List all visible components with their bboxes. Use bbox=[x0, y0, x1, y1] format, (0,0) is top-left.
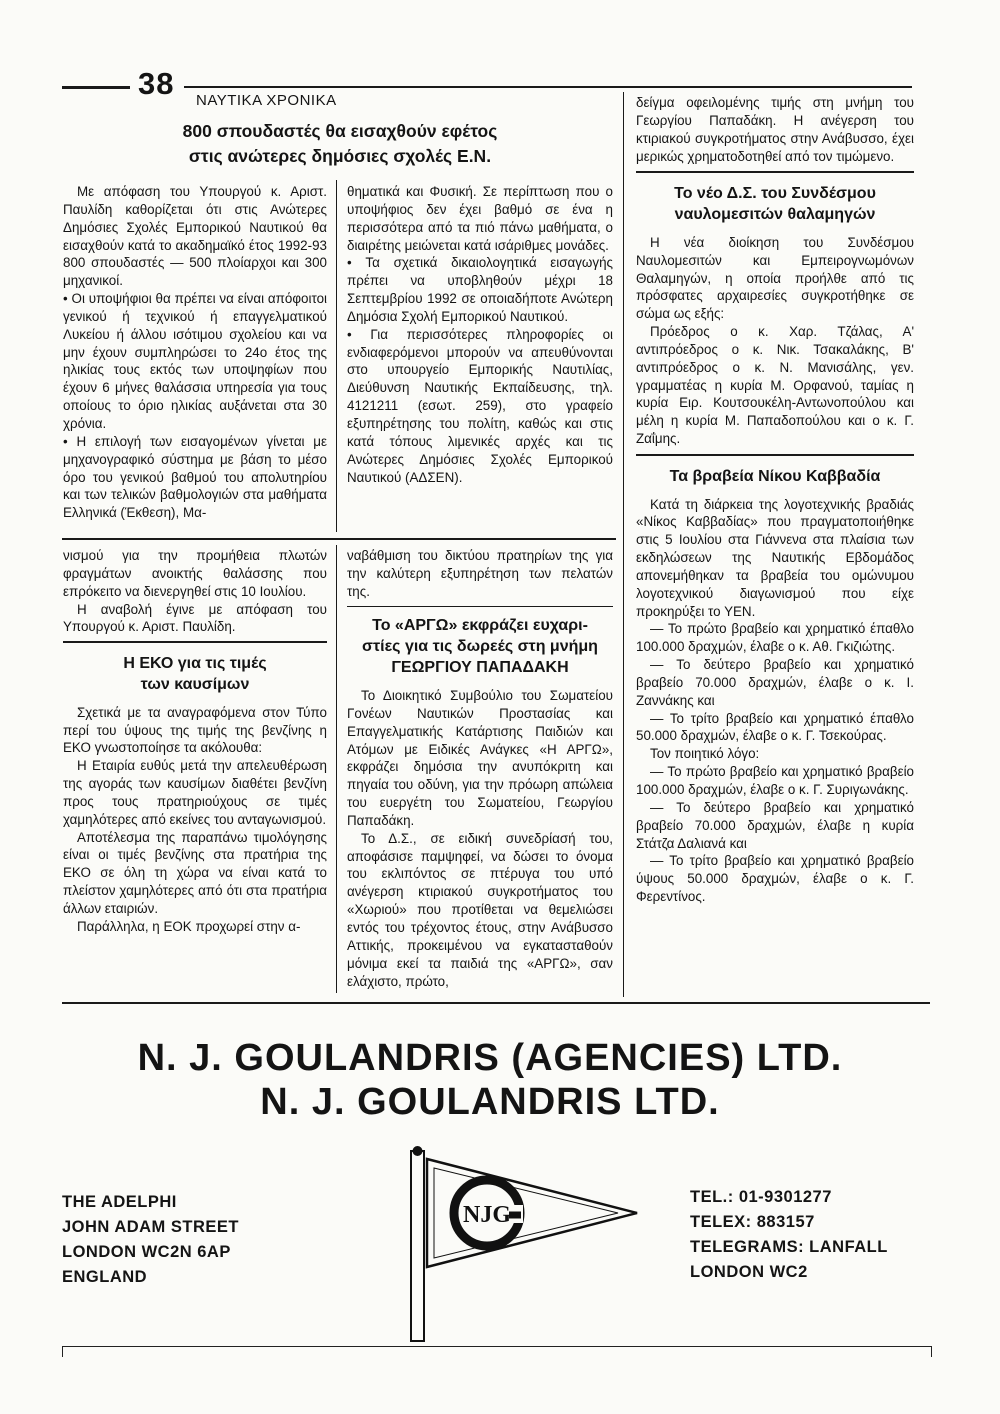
bullet-paragraph: • Για περισσότερες πληροφορίες οι ενδιαφερόμενοι μπορούν να απευθύνονται στο υπουργείο Εμπορικής Ναυτιλίας, Διεύθυνση Ναυτικής Εκπαίδευσης, τηλ. 4121211 (εσωτ. 259), στο γραφείο εξυπηρέτησης του πολίτη, καθώς και στις κατά τόπους λιμενικές αρχές και τις Ανώτερες Δημόσιες Σχολές Εμπορικού Ναυτικού (ΑΔΣΕΝ). bbox=[347, 326, 613, 487]
paragraph: δείγμα οφειλομένης τιμής στη μνήμη του Γεωργίου Παπαδάκη. Η ανέγερση του κτιριακού συγκροτήματος στην Ανάβυσσο, έχει μερικώς χρηματοδοτηθεί από τον τιμώμενο. bbox=[636, 95, 914, 164]
article-title-students bbox=[105, 119, 575, 169]
paragraph: Η αναβολή έγινε με απόφαση του Υπουργού κ. Αριστ. Παυλίδη. bbox=[63, 601, 327, 635]
column-divider bbox=[623, 92, 624, 997]
paragraph: Τον ποιητικό λόγο: bbox=[650, 746, 760, 762]
column-rule bbox=[347, 606, 613, 608]
bullet-paragraph: • Η επιλογή των εισαγομένων γίνεται με μηχανογραφικό σύστημα με βάση το μέσο όρο του γενικού βαθμού του απολυτηρίου και των τελικών βαθμολογιών στα μαθήματα Ελληνικά (Έκθεση), Μα- bbox=[63, 433, 327, 522]
column-divider bbox=[336, 180, 337, 532]
address-line: ENGLAND bbox=[62, 1268, 148, 1286]
magazine-name: ΝΑΥΤΙΚΑ ΧΡΟΝΙΚΑ bbox=[196, 92, 337, 109]
heading-eko bbox=[63, 653, 327, 695]
award-entry: — Το δεύτερο βραβείο και χρηματικό βραβείο 70.000 δραχμών, έλαβε η κυρία Στάτζα Δαλιανά και bbox=[636, 799, 914, 851]
address-line: LONDON WC2N 6AP bbox=[62, 1243, 231, 1261]
house-flag-icon bbox=[405, 1145, 645, 1345]
paragraph: Η Εταιρία ευθύς μετά την απελευθέρωση της αγοράς των καυσίμων διαθέτει βενζίνη προς τους πρατηριούχους σε τιμές χαμηλότερες από εκείνες του ανταγωνισμού. bbox=[63, 758, 327, 827]
heading-line: Το «ΑΡΓΩ» εκφράζει ευχαρι- bbox=[372, 617, 588, 635]
students-column-2 bbox=[347, 183, 613, 486]
heading-argo bbox=[347, 615, 613, 678]
article-separator bbox=[62, 538, 616, 540]
column-2-lower bbox=[347, 547, 613, 990]
paragraph: ναβάθμιση του δικτύου πρατηρίων της για την καλύτερη εξυπηρέτηση των πελατών της. bbox=[347, 548, 613, 599]
article-title-line: 800 σπουδαστές θα εισαχθούν εφέτος bbox=[182, 121, 498, 141]
address-line: THE ADELPHI bbox=[62, 1193, 177, 1211]
heading-line: των καυσίμων bbox=[140, 675, 250, 693]
company-name-ltd: N. J. GOULANDRIS LTD. bbox=[260, 1081, 720, 1123]
heading-line: Η ΕΚΟ για τις τιμές bbox=[123, 654, 267, 672]
column-rule bbox=[63, 641, 327, 643]
column-1-lower bbox=[63, 547, 327, 936]
paragraph: Πρόεδρος ο κ. Χαρ. Τζάλας, Α' αντιπρόεδρος ο κ. Νικ. Τσακαλάκης, Β' αντιπρόεδρος ο κ. Ν. Μανισάλης, γεν. γραμματέας η κυρία Μ. Ορφανού, ταμίας η κυρία Ειρ. Κουτσουκέλη-Αντωνοπούλου και μέλη η κυρία Μ. Παπαδοπούλου και ο κ. Γ. Ζαΐμης. bbox=[636, 324, 914, 447]
heading-awards bbox=[636, 466, 914, 487]
paragraph: Αποτέλεσμα της παραπάνω τιμολόγησης είναι οι τιμές βενζίνης στα πρατήρια της ΕΚΟ σε όλη τη χώρα να είναι κατά το πλείστον χαμηλότερες από ότι στα πρατήρια άλλων εταιριών. bbox=[63, 829, 327, 916]
address-line: JOHN ADAM STREET bbox=[62, 1218, 239, 1236]
award-entry: — Το τρίτο βραβείο και χρηματικό βραβείο ύψους 50.000 δραχμών, έλαβε ο κ. Γ. Φερεντίνος. bbox=[636, 853, 914, 905]
header-rule-left bbox=[62, 86, 130, 89]
page-number: 38 bbox=[138, 66, 175, 101]
heading-line: ΓΕΩΡΓΙΟΥ ΠΑΠΑΔΑΚΗ bbox=[391, 659, 569, 677]
company-name-agencies: N. J. GOULANDRIS (AGENCIES) LTD. bbox=[137, 1037, 843, 1079]
award-entry: — Το τρίτο βραβείο και χρηματικό έπαθλο 50.000 δραχμών, έλαβε ο κ. Γ. Τσεκούρας. bbox=[636, 710, 914, 744]
bottom-frame bbox=[62, 1346, 932, 1357]
paragraph: Το Διοικητικό Συμβούλιο του Σωματείου Γονέων Ναυτικών Προστασίας και Επαγγελματικής Κατάρτισης Παιδιών και Ατόμων με Ειδικές Ανάγκες «Η ΑΡΓΩ», εκφράζει δημόσια την ανυπόκριτη και πηγαία του οδύνη, για την πρόωρη απώλεια του ευεργέτη του Σωματείου, Γεωργίου Παπαδάκη. bbox=[347, 688, 613, 828]
heading-line: στίες για τις δωρεές στη μνήμη bbox=[362, 638, 598, 656]
heading-line: ναυλομεσιτών θαλαμηγών bbox=[674, 205, 876, 223]
award-entry: — Το πρώτο βραβείο και χρηματικό έπαθλο 100.000 δραχμών, έλαβε ο κ. Αθ. Γκιζιώτης. bbox=[636, 621, 914, 655]
contact-line: LONDON WC2 bbox=[690, 1263, 808, 1281]
paragraph: Παράλληλα, η ΕΟΚ προχωρεί στην α- bbox=[77, 918, 301, 934]
paragraph: Κατά τη διάρκεια της λογοτεχνικής βραδιάς «Νίκος Καββαδίας» που πραγματοποιήθηκε στις 5 Ιουλίου στα Γιάννενα στα πλαίσια των εκδηλώσεων της Ναυτικής Εβδομάδος απονεμήθηκαν τα βραβεία του ομώνυμου λογοτεχνικού διαγωνισμού που είχε προκηρύξει το ΥΕΝ. bbox=[636, 496, 914, 619]
paragraph: θηματικά και Φυσική. Σε περίπτωση που ο υποψήφιος δεν έχει βαθμό σε ένα η περισσότερα από τα πιό πάνω μαθήματα, ο διαιρέτης μειώνεται κατά ισάριθμες μονάδες. bbox=[347, 184, 613, 253]
heading-line: Το νέο Δ.Σ. του Συνδέσμου bbox=[674, 184, 876, 202]
contact-line: TEL.: 01-9301277 bbox=[690, 1188, 832, 1206]
column-rule bbox=[636, 171, 914, 173]
article-title-line: στις ανώτερες δημόσιες σχολές Ε.Ν. bbox=[188, 146, 492, 166]
students-column-1 bbox=[63, 183, 327, 522]
column-rule bbox=[636, 454, 914, 456]
paragraph: νισμού για την προμήθεια πλωτών φραγμάτων ανοικτής θαλάσσης που επρόκειτο να διενεργηθεί στις 10 Ιουλίου. bbox=[63, 548, 327, 599]
header-rule-right bbox=[184, 86, 912, 88]
award-entry: — Το δεύτερο βραβείο και χρηματικό βραβείο 70.000 δραχμών, έλαβε ο κ. Ι. Ζαννάκης και bbox=[636, 657, 914, 708]
bullet-paragraph: • Τα σχετικά δικαιολογητικά εισαγωγής πρέπει να υποβληθούν μέχρι 18 Σεπτεμβρίου 1992 σε οποιαδήποτε Ανώτερη Δημόσια Σχολή Εμπορικού Ναυτικού. bbox=[347, 254, 613, 325]
flag-monogram: NJG bbox=[463, 1202, 511, 1228]
company-address bbox=[62, 1190, 239, 1290]
contact-line: TELEGRAMS: LANFALL bbox=[690, 1238, 888, 1256]
heading-line: Τα βραβεία Νίκου Καββαδία bbox=[669, 467, 881, 485]
paragraph: Το Δ.Σ., σε ειδική συνεδρίασή του, αποφάσισε παμψηφεί, να δώσει το όνομα του εκλιπόντος σε πτέρυγα του υπό ανέγερση κτιριακού συγκροτήματος του «Χωριού» που προτίθεται να θεμελιώσει εντός του τρέχοντος έτους, στην Ανάβυσσο Αττικής, προκειμένου να εγκατασταθούν μόνιμα εκεί τα παιδιά της «ΑΡΓΩ», σαν ελάχιστο, πρώτο, bbox=[347, 830, 613, 989]
column-divider bbox=[336, 545, 337, 993]
paragraph: Σχετικά με τα αναγραφόμενα στον Τύπο περί του ύψους της τιμής της βενζίνης η ΕΚΟ γνωστοποίησε τα ακόλουθα: bbox=[63, 704, 327, 756]
bullet-paragraph: • Οι υποψήφιοι θα πρέπει να είναι απόφοιτοι γενικού ή τεχνικού ή επαγγελματικού Λυκείου ή άλλου ισότιμου σχολείου και να μην έχουν συμπληρώσει το 24ο έτος της ηλικίας τους εκτός των υποψηφίων που έχουν 6 μήνες θαλάσσια υπηρεσία για τους οποίους το όριο ηλικίας αυξάνεται στα 30 χρόνια. bbox=[63, 290, 327, 433]
section-separator bbox=[62, 1002, 930, 1004]
contact-line: TELEX: 883157 bbox=[690, 1213, 815, 1231]
heading-board bbox=[636, 183, 914, 225]
paragraph: Η νέα διοίκηση του Συνδέσμου Ναυλομεσιτών και Εμπειρογνωμόνων Θαλαμηγών, η οποία προήλθε από τις πρόσφατες αρχαιρεσίες συγκροτήθηκε σε σώμα ως εξής: bbox=[636, 234, 914, 322]
paragraph: Με απόφαση του Υπουργού κ. Αριστ. Παυλίδη καθορίζεται ότι στις Ανώτερες Δημόσιες Σχολές Εμπορικού Ναυτικού θα εισαχθούν κατά το ακαδημαϊκό έτος 1992-93 800 σπουδαστές — 500 πλοίαρχοι και 300 μηχανικοί. bbox=[63, 184, 327, 289]
company-contact bbox=[690, 1185, 888, 1285]
column-3 bbox=[636, 94, 914, 906]
award-entry: — Το πρώτο βραβείο και χρηματικό βραβείο 100.000 δραχμών, έλαβε ο κ. Γ. Συριγωνάκης. bbox=[636, 764, 914, 797]
